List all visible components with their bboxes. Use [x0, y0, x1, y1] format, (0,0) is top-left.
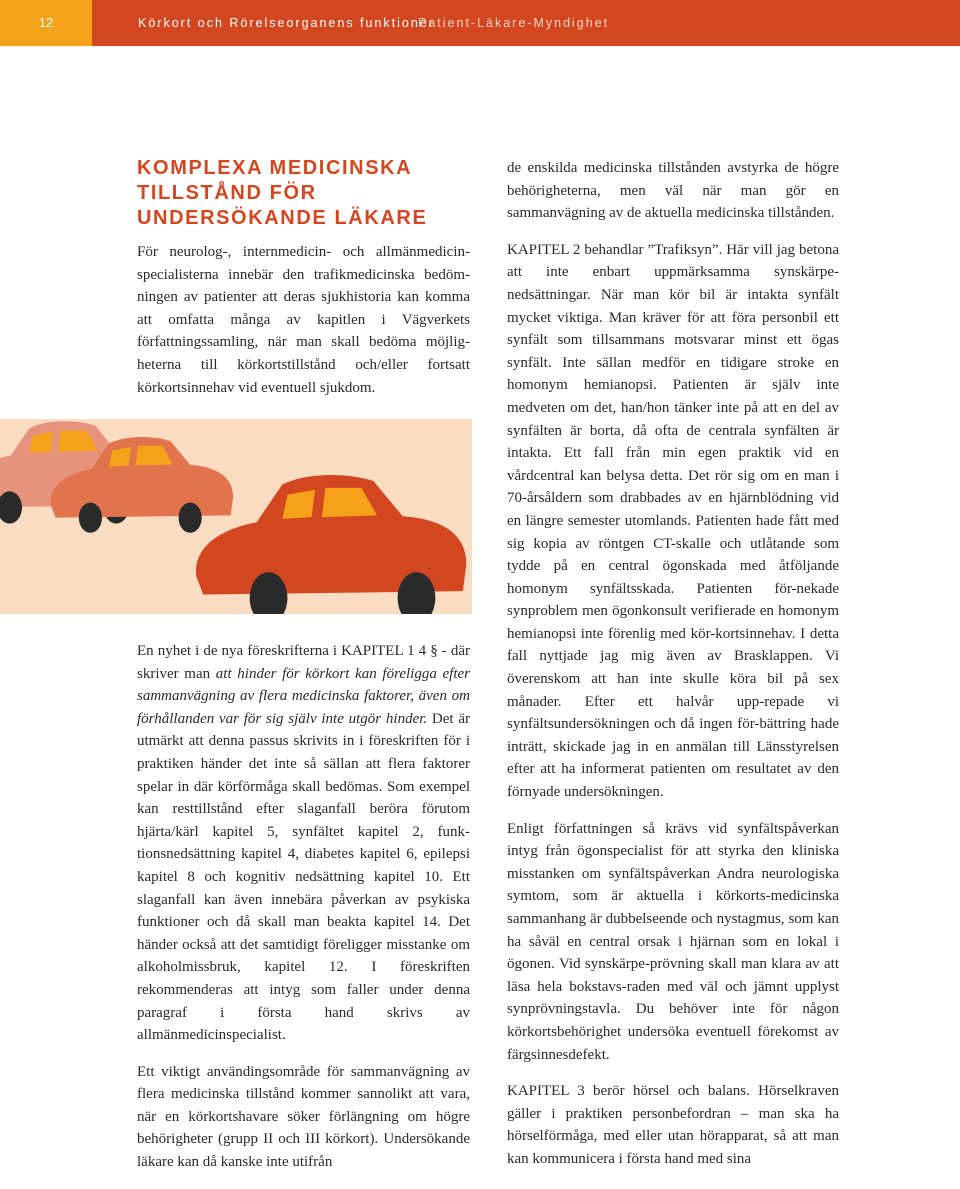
page-number: 12 — [0, 0, 92, 46]
heading-line: UNDERSÖKANDE LÄKARE — [137, 207, 428, 229]
heading-line: KOMPLEXA MEDICINSKA — [137, 157, 413, 179]
paragraph-text: En nyhet i de nya föreskrifterna i KAPITEL 1 4 § - där skriver man — [137, 643, 470, 682]
running-head-subtitle: Patient-Läkare-Myndighet — [418, 16, 610, 30]
paragraph-text: Det är utmärkt att denna passus skrivits in i föreskriften för i praktiken händer det inte så sällan att flera faktorer spelar in där körförmåga skall bedömas. Som exempel kan resttillstånd efter slaganfall beröra förutom hjärta/kärl kapitel 5, synfältet kapitel 2, funk-tionsnedsättning kapitel 4, diabetes kapitel 6, epilepsi kapitel 8 och kognitiv nedsättning kapitel 10. Ett slaganfall kan även innebära påverkan av psykiska funktioner och då skall man beakta kapitel 14. Det händer också att det samtidigt föreligger misstanke om alkoholmissbruk, kapitel 12. I föreskriften rekommenderas att intyg som faller under denna paragraf i första hand skrivs av allmänmedicinspecialist. — [137, 710, 471, 1044]
paragraph: KAPITEL 2 behandlar ”Trafiksyn”. Här vill jag betona att inte enbart uppmärksamma synskärpe-nedsättningar. När man kör bil är intakta synfält mycket viktiga. Man kräver för att föra personbil ett synfält som tillsammans motsvarar minst ett ögas synfält. Inte sällan medför en tidigare stroke en homonym hemianopsi. Patienten är själv inte medveten om det, han/hon tänker inte på att en del av synfälten är borta, då ofta de centrala synfälten är intakta. Ett fall från min egen praktik vid en vårdcentral kan belysa detta. Det rör sig om en man i 70-årsåldern som drabbades av en hjärnblödning vid en längre semester utomlands. Patienten hade fått med sig kopia av röntgen CT-skalle och utlåtande som tydde på en central ögonskada med åtföljande homonym synfältsskada. Patienten för-nekade synproblem men ögonkonsult verifierade en homonym hemianopsi inte förenlig med kör-kortsinnehav. I detta fall nyttjade jag mig även av Brasklappen. Vi överenskom att han inte skulle köra bil på sex månader. Efter ett halvår upp-repade vi synfältsundersökningen och då ingen för-bättring hade inträtt, skickade jag in en anmälan till Länsstyrelsen efter att ha informerat patienten om resultatet av den förnyade undersökningen. — [507, 241, 839, 801]
cars-illustration — [0, 419, 472, 614]
paragraph-quote: att hinder för körkort kan föreligga efter sammanvägning av flera medicinska faktorer, även om förhållanden var för sig själv inte utgör hinder. — [137, 665, 470, 727]
header-bar — [0, 0, 960, 46]
running-head-title: Körkort och Rörelseorganens funktioner — [138, 16, 435, 30]
intro-paragraph — [137, 241, 470, 399]
paragraph: Enligt författningen så krävs vid synfältspåverkan intyg från ögonspecialist för att styrka den kliniska misstanken om synfältspåverkan Andra neurologiska symtom, som är aktuella i körkorts-medicinska sammanhang är dubbelseende och nystagmus, som kan ha såväl en central orsak i hjärnan som en lokal i ögonen. Vid synskärpe-prövning skall man klara av att läsa hela bokstavs-raden med väl och jämnt upplyst synprövningstavla. Du behöver inte för någon körkortsbehörighet undersöka eventuell förekomst av färgsinnesdefekt. — [507, 820, 839, 1063]
left-column-body — [137, 640, 470, 1174]
paragraph: de enskilda medicinska tillstånden avstyrka de högre behörigheterna, men väl när man gör en sammanvägning av de aktuella medicinska tillstånden. — [507, 160, 839, 222]
section-heading — [137, 156, 477, 231]
paragraph: KAPITEL 3 berör hörsel och balans. Hörselkraven gäller i praktiken personbefordran – man ska ha hörselförmåga, med eller utan hörapparat, så att man kan kommunicera i första hand med sina — [507, 1083, 839, 1167]
paragraph: Ett viktigt användingsområde för sammanvägning av flera medicinska tillstånd kommer sannolikt att vara, när en körkortshavare söker förlängning om högre behörigheter (grupp II och III körkort). Undersökande läkare kan då kanske inte utifrån — [137, 1063, 470, 1171]
right-column-body — [507, 157, 839, 1171]
intro-text: För neurolog-, internmedicin- och allmänmedicin-specialisterna innebär den trafikmedicinska bedöm-ningen av patienter att deras sjukhistoria kan komma att omfatta många av kapitlen i Vägverkets författningssamling, när man skall bedöma möjlig-heterna till körkortstillstånd och/eller fortsatt körkortsinnehav vid eventuell sjukdom. — [137, 244, 470, 396]
heading-line: TILLSTÅND FÖR — [137, 182, 317, 204]
paragraph — [137, 640, 470, 1047]
